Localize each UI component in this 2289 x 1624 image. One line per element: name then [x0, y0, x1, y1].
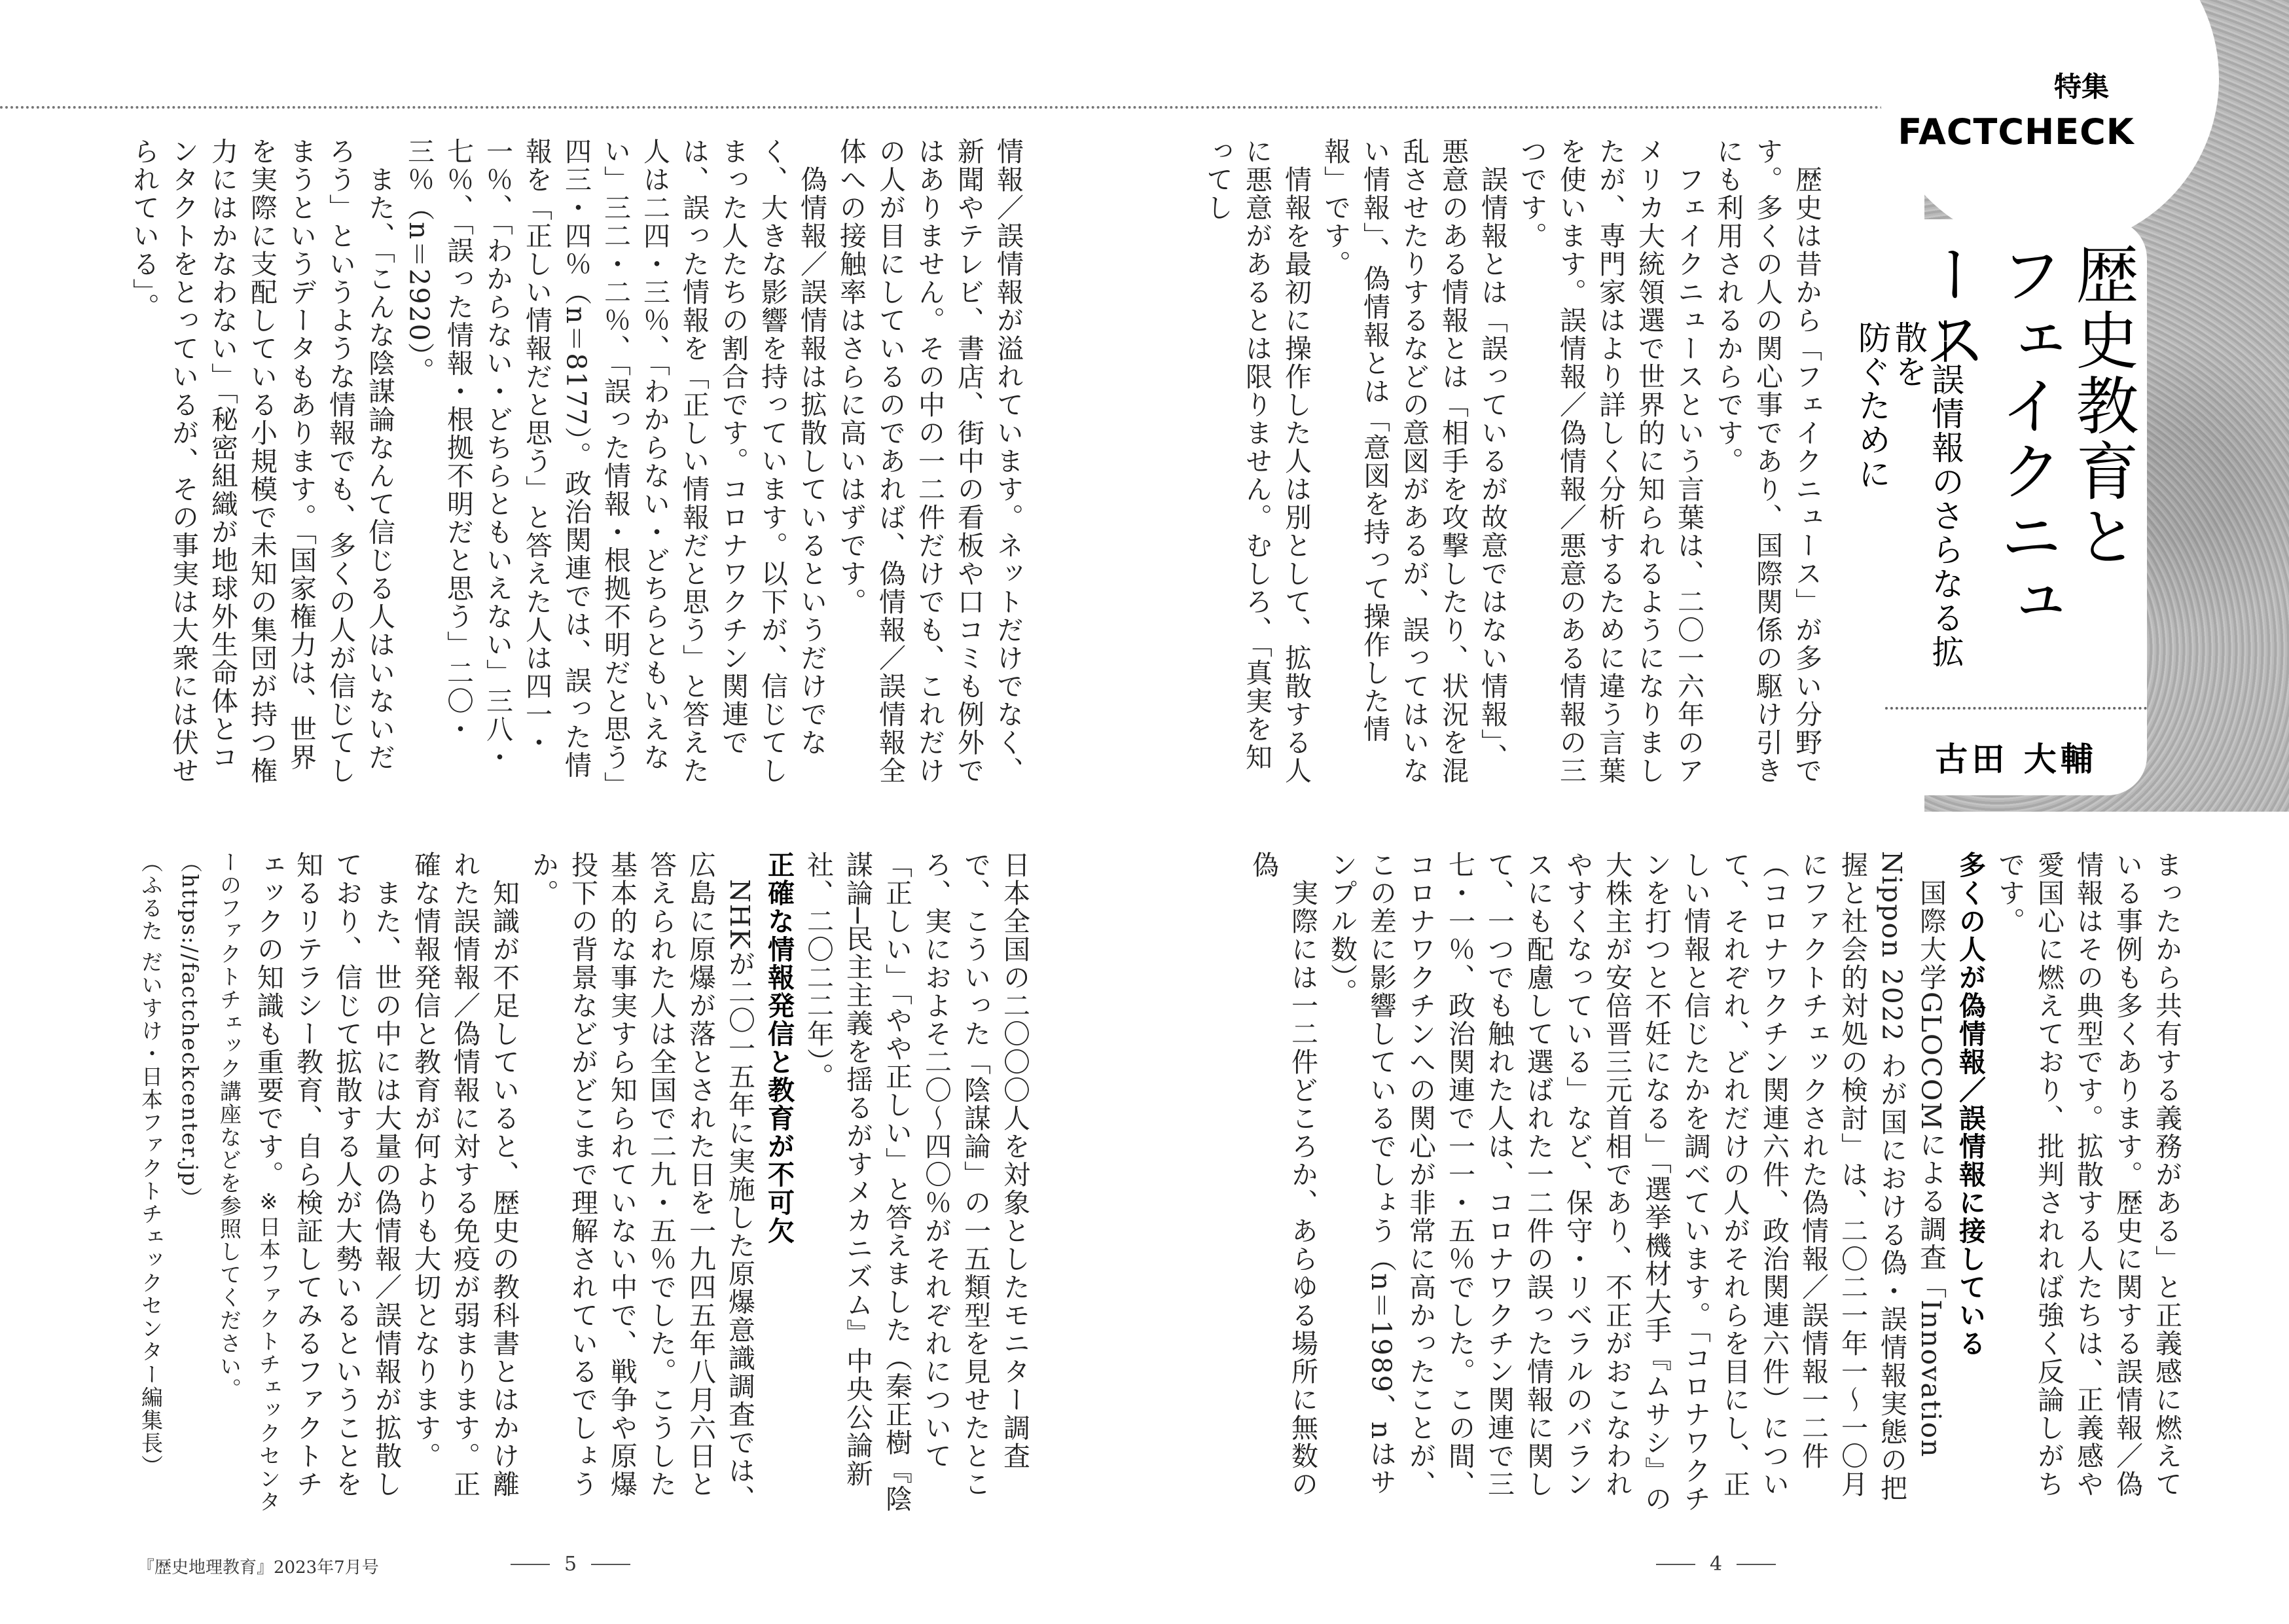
left-page-bottom-text-1: 日本全国の二〇〇〇人を対象としたモニター調査で、こういった「陰謀論」の一五類型を見せたところ、実におよそ二〇〜四〇％がそれぞれについて「正しい」「やや正しい」と答えました（秦正樹『陰謀論─民主主義を揺るがすメカニズム』中央公論新社、二〇二二年）。	[802, 851, 1030, 1513]
author-name: 古田 大輔	[1935, 740, 2097, 778]
left-page-bottom-text-2: NHKが二〇一五年に実施した原爆意識調査では、広島に原爆が落とされた日を一九四五年八月六日と答えられた人は全国で二九・五％でした。こうした基本的な事実すら知られていない中で、戦争や原爆投下の背景などがどこまで理解されているでしょうか。 知識が不足していると、歴史の教科書とはかけ離れた誤情報／偽情報に対する免疫が弱まります。正確な情報発信と教育が何よりも大切となります。 また、世の中には大量の偽情報／誤情報が拡散しており、信じて拡散する人が大勢いるということを知るリテラシー教育、自ら検証してみるファクトチェックの知識も重要です。	[253, 851, 755, 1513]
folio-dash	[1656, 1564, 1695, 1565]
left-page-bottom-block	[138, 851, 1034, 1519]
feature-label: 特集	[2053, 71, 2109, 103]
article-subtitle: ──誤情報のさらなる拡散を 防ぐために	[1853, 321, 1964, 670]
reference-note: ※日本ファクトチェックセンターのファクトチェック講座などを参照してください。（https://factcheckcenter.jp） （ふるた だいすけ・日本ファクトチェックセンター編集長）	[138, 851, 281, 1513]
right-page-bottom-text-1: まったから共有する義務がある」と正義感に燃えている事例も多くあります。歴史に関する誤情報／偽情報はその典型です。拡散する人たちは、正義感や愛国心に燃えており、批判されれば強く反論しがちです。	[1994, 851, 2182, 1498]
right-page-top-text: 歴史は昔から「フェイクニュース」が多い分野です。多くの人の関心事であり、国際関係の駆け引きにも利用されるからです。 フェイクニュースという言葉は、二〇一六年のアメリカ大統領選で世界的に知られるようになりましたが、専門家はより詳しく分析するために違う言葉を使います。誤情報／偽情報／悪意のある情報の三つです。 誤情報とは「誤っているが故意ではない情報」、悪意のある情報とは「相手を攻撃したり、状況を混乱させたりするなどの意図があるが、誤ってはいない情報」、偽情報とは「意図を持って操作した情報」です。 情報を最初に操作した人は別として、拡散する人に悪意があるとは限りません。むしろ、「真実を知ってし	[1202, 137, 1822, 785]
right-page-bottom-block	[1248, 851, 2186, 1519]
right-page-bottom-text-2: 国際大学GLOCOMによる調査「Innovation Nippon 2022 わが国における偽・誤情報実態の把握と社会的対処の検討」は、二〇二一年一〜一〇月にファクトチェックされた偽情報／誤情報一二件（コロナワクチン関連六件、政治関連六件）について、それぞれ、どれだけの人がそれらを目にし、正しい情報と信じたかを調べています。「コロナワクチンを打つと不妊になる」「選挙機材大手『ムサシ』の大株主が安倍晋三元首相であり、不正がおこなわれやすくなっている」など、保守・リベラルのバランスにも配慮して選ばれた一二件の誤った情報に関して、一つでも触れた人は、コロナワクチン関連で三七・一％、政治関連で一一・五％でした。この間、コロナワクチンへの関心が非常に高かったことが、この差に影響しているでしょう（n＝1989、nはサンプル数）。 実際には一二件どころか、あらゆる場所に無数の偽	[1248, 851, 1947, 1513]
section-heading-2: 正確な情報発信と教育が不可欠	[763, 851, 795, 1245]
series-title: FACTCHECK	[1898, 111, 2135, 153]
folio-dash	[1737, 1564, 1776, 1565]
page-number-right-value: 4	[1710, 1553, 1723, 1576]
article-title: 歴史教育と フェイクニュース	[1914, 242, 2139, 635]
page-number-right	[1656, 1553, 1776, 1576]
header-dotted-rule	[0, 106, 1938, 109]
section-heading-1: 多くの人が偽情報／誤情報に接している	[1955, 851, 1986, 1358]
page-number-left-value: 5	[564, 1553, 577, 1576]
page-number-left	[511, 1553, 630, 1576]
journal-title: 『歴史地理教育』2023年7月号	[137, 1558, 379, 1578]
folio-dash	[591, 1564, 630, 1565]
left-page-top-text: 情報／誤情報が溢れています。ネットだけでなく、新聞やテレビ、書店、街中の看板や口コミも例外ではありません。その中の一二件だけでも、これだけの人が目にしているのであれば、偽情報／誤情報全体への接触率はさらに高いはずです。 偽情報／誤情報は拡散しているというだけでなく、大きな影響を持っています。以下が、信じてしまった人たちの割合です。コロナワクチン関連では、誤った情報を「正しい情報だと思う」と答えた人は二四・三％、「わからない・どちらともいえない」三二・二％、「誤った情報・根拠不明だと思う」四三・四％（n＝8177）。政治関連では、誤った情報を「正しい情報だと思う」と答えた人は四一・一％、「わからない・どちらともいえない」三八・七％、「誤った情報・根拠不明だと思う」二〇・三％（n＝2920）。 また、「こんな陰謀論なんて信じる人はいないだろう」というような情報でも、多くの人が信じてしまうというデータもあります。「国家権力は、世界を実際に支配している小規模で未知の集団が持つ権力にはかなわない」「秘密組織が地球外生命体とコンタクトをとっているが、その事実は大衆には伏せられている」。	[128, 137, 1024, 786]
folio-dash	[511, 1564, 550, 1565]
author-dotted-rule	[1885, 707, 2147, 710]
